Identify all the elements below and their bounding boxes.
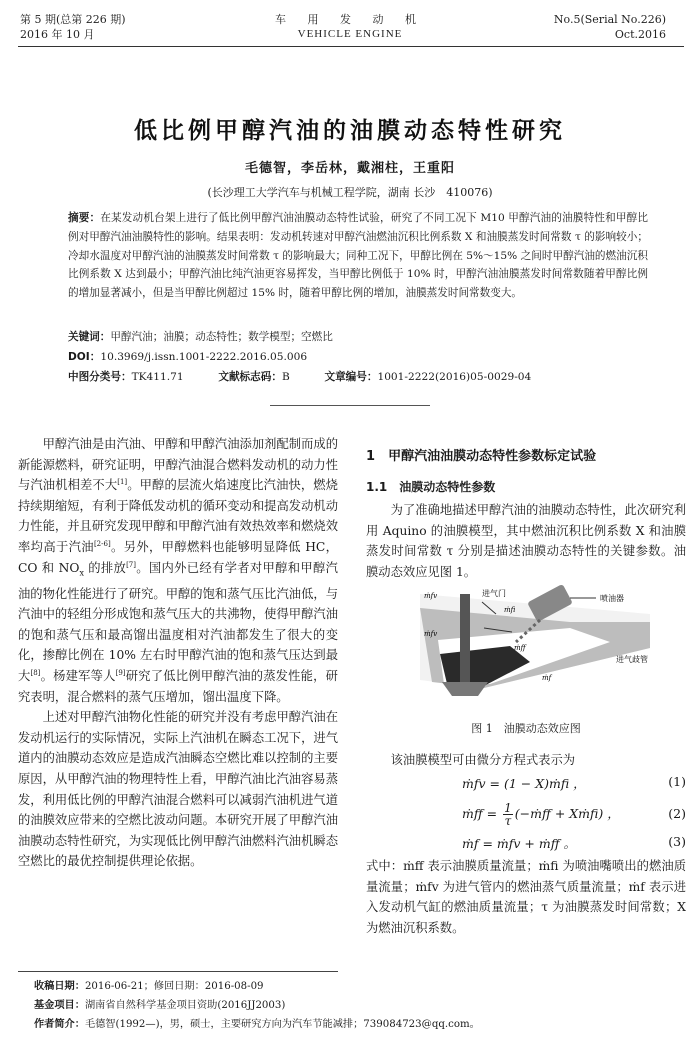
figure-1-caption: 图 1 油膜动态效应图 [471, 722, 581, 735]
equation-1 [366, 774, 686, 794]
equation-1-body: ṁfv = (1 − X)ṁfi ， [462, 776, 586, 791]
text-run: 。甲醇的层流火焰速度比汽油快，燃烧持续期缩短，有利于降低发动机的循环变动和提高发动机动力性能，并且研究发现甲醇和甲醇汽油有效热效率和燃烧效率均高于汽油 [18, 478, 338, 554]
paragraph: 为了准确地描述甲醇汽油的油膜动态特性，此次研究利用 Aquino 的油膜模型，其中燃油沉积比例系数 X 和油膜蒸发时间常数 τ 分别是描述油膜动态特性的关键参数。油膜动态效应见图 1。 [366, 503, 686, 579]
label-intake-valve: 进气门 [482, 589, 506, 598]
citation: [2-6] [93, 539, 111, 548]
eq2-rhs: (−ṁff + Xṁfi) ， [514, 806, 620, 821]
left-column [18, 434, 338, 872]
intro-paragraph-2: 上述对甲醇汽油物化性能的研究并没有考虑甲醇汽油在发动机运行的实际情况，实际上汽油机在瞬态工况下，进气道内的油膜动态效应是造成汽油瞬态空燃比难以控制的主要原因，从甲醇汽油的物理特性上看，甲醇汽油比汽油容易蒸发，利用低比例的甲醇汽油混合燃料可以减弱汽油机进气道的油膜效应带来的空燃比波动问题。本研究开展了甲醇汽油油膜动态特性研究，为实现低比例甲醇汽油燃料汽油机瞬态空燃比的最优控制提供理论依据。 [18, 710, 338, 869]
abstract [68, 209, 648, 303]
author-value: 毛德智(1992—)，男，硕士，主要研究方向为汽车节能减排；739084723@qq.com。 [84, 1019, 480, 1030]
footnote-rule [18, 971, 338, 972]
author-label: 作者简介： [34, 1019, 85, 1030]
text-run: 甲醇汽油是由汽油、甲醇和甲醇汽油添加剂配制而成的新能源燃料，研究证明，甲醇汽油混合燃料发动机的动力性与汽油机相差不大 [18, 437, 338, 493]
date-en: Oct.2016 [614, 28, 666, 41]
label-manifold: 进气歧管 [616, 655, 648, 664]
eq2-denominator: τ [504, 814, 512, 828]
separator [270, 405, 430, 406]
label-mf: ṁf [542, 674, 552, 682]
text-run: 研究了低比例甲醇汽油的蒸发性能，研究表明，混合燃料的蒸气压增加，馏出温度下降。 [18, 668, 338, 704]
doi [68, 350, 307, 365]
valve-stem [460, 594, 470, 684]
right-paragraph-2 [366, 856, 686, 938]
equation-3-number: (3) [668, 834, 686, 849]
equation-3 [366, 834, 686, 854]
paper-affiliation: (长沙理工大学汽车与机械工程学院，湖南 长沙 410076) [207, 186, 493, 199]
section-1-1-heading [366, 478, 495, 495]
cls-label: 中图分类号： [68, 371, 132, 383]
issue-cn: 第 5 期(总第 226 期) [20, 13, 126, 26]
section-title: 油膜动态特性参数 [399, 480, 496, 494]
text-run: 。国内外已经有学者对甲醇和甲醇汽油的物化性能进行了研究。甲醇的饱和蒸气压比汽油低，与汽油中的轻组分形成饱和蒸气压大的共沸物，使得甲醇汽油的饱和蒸气压和最高馏出温度相对汽油都发生了很大的变化，掺醇比例在 10% 左右时甲醇汽油的饱和蒸气压达到最大 [18, 560, 338, 683]
equation-2 [366, 798, 686, 828]
valve-head [442, 682, 488, 696]
paragraph: 该油膜模型可由微分方程式表示为 [390, 753, 576, 767]
intro-paragraph-1 [18, 434, 338, 707]
equation-1-number: (1) [668, 774, 686, 789]
section-title: 甲醇汽油油膜动态特性参数标定试验 [388, 449, 597, 464]
label-mff: ṁff [514, 644, 526, 652]
footnote-received [34, 980, 264, 994]
eq2-fraction [503, 802, 513, 827]
journal-cn: 车 用 发 动 机 [275, 13, 425, 26]
equation-3-body: ṁf = ṁfv + ṁff 。 [462, 836, 577, 851]
text-run: 。杨建军等人 [40, 668, 116, 683]
subscript: x [79, 568, 84, 578]
cls-value: TK411.71 [131, 371, 184, 383]
date-cn: 2016 年 10 月 [20, 28, 95, 41]
journal-en: VEHICLE ENGINE [297, 28, 403, 40]
label-mfv-top: ṁfv [424, 592, 438, 600]
keywords [68, 330, 333, 345]
equation-2-body [462, 802, 620, 827]
header-rule [18, 46, 684, 47]
text-run: 的排放 [83, 560, 127, 575]
paper-title: 低比例甲醇汽油的油膜动态特性研究 [134, 118, 566, 144]
classification [68, 370, 531, 385]
figure-1-diagram [420, 584, 650, 714]
equation-2-number: (2) [668, 806, 686, 821]
doc-value: B [281, 371, 290, 383]
paper-authors: 毛德智，李岳林，戴湘柱，王重阳 [244, 161, 455, 176]
art-label: 文章编号： [324, 371, 378, 383]
fund-value: 湖南省自然科学基金项目资助(2016JJ2003) [84, 1000, 286, 1011]
received-label: 收稿日期： [34, 981, 85, 992]
keywords-text: 甲醇汽油；油膜；动态特性；数学模型；空燃比 [110, 331, 333, 343]
footnote-fund [34, 999, 285, 1013]
eq2-lhs: ṁff = [462, 806, 502, 821]
label-mfi: ṁfi [504, 606, 516, 614]
doi-text: 10.3969/j.issn.1001-2222.2016.05.006 [100, 351, 308, 363]
citation: [8] [30, 668, 41, 677]
label-mfv-mid: ṁfv [424, 630, 438, 638]
eq2-numerator: 1 [504, 801, 512, 815]
text-run: 。另外，甲醇燃料也能够明显降低 HC，CO 和 NO [18, 539, 338, 575]
label-injector: 喷油器 [600, 594, 624, 603]
citation: [1] [117, 478, 128, 487]
doc-label: 文献标志码： [218, 371, 282, 383]
abstract-label: 摘要： [68, 212, 101, 224]
issue-en: No.5(Serial No.226) [553, 13, 666, 26]
keywords-label: 关键词： [68, 331, 111, 343]
abstract-text: 在某发动机台架上进行了低比例甲醇汽油油膜动态特性试验，研究了不同工况下 M10 甲醇汽油的油膜特性和甲醇比例对甲醇汽油油膜特性的影响。结果表明：发动机转速对甲醇汽油燃油沉积比例系数 X 和油膜蒸发时间常数 τ 的影响较小；冷却水温度对甲醇汽油的油膜蒸发时间常数 τ 的影响最大；同种工况下，甲醇比例在 5%～15% 之间时甲醇汽油的燃油沉积比例系数 X 达到最小；甲醇汽油比纯汽油更容易挥发，当甲醇比例低于 10% 时，甲醇汽油油膜蒸发时间常数随着甲醇比例的增加显著减小，但是当甲醇比例超过 15% 时，随着甲醇比例的增加，油膜蒸发时间常数变大。 [68, 212, 648, 300]
paragraph: 式中：ṁff 表示油膜质量流量；ṁfi 为喷油嘴喷出的燃油质量流量；ṁfv 为进气管内的燃油蒸气质量流量；ṁf 表示进入发动机气缸的燃油质量流量；τ 为油膜蒸发时间常数；X 为燃油沉积系数。 [366, 859, 686, 935]
art-value: 1001-2222(2016)05-0029-04 [377, 371, 532, 383]
section-1-heading [366, 445, 596, 464]
section-number: 1.1 [366, 480, 388, 494]
header-right [554, 12, 666, 42]
citation: [9] [115, 668, 126, 677]
section-number: 1 [366, 449, 376, 464]
fund-label: 基金项目： [34, 1000, 85, 1011]
received-value: 2016-06-21；修回日期：2016-08-09 [84, 981, 264, 992]
footnote-author [34, 1018, 480, 1032]
right-paragraph-1 [366, 500, 686, 582]
equation-intro [366, 750, 686, 771]
doi-label: DOI： [68, 351, 101, 363]
citation: [7] [126, 560, 136, 569]
